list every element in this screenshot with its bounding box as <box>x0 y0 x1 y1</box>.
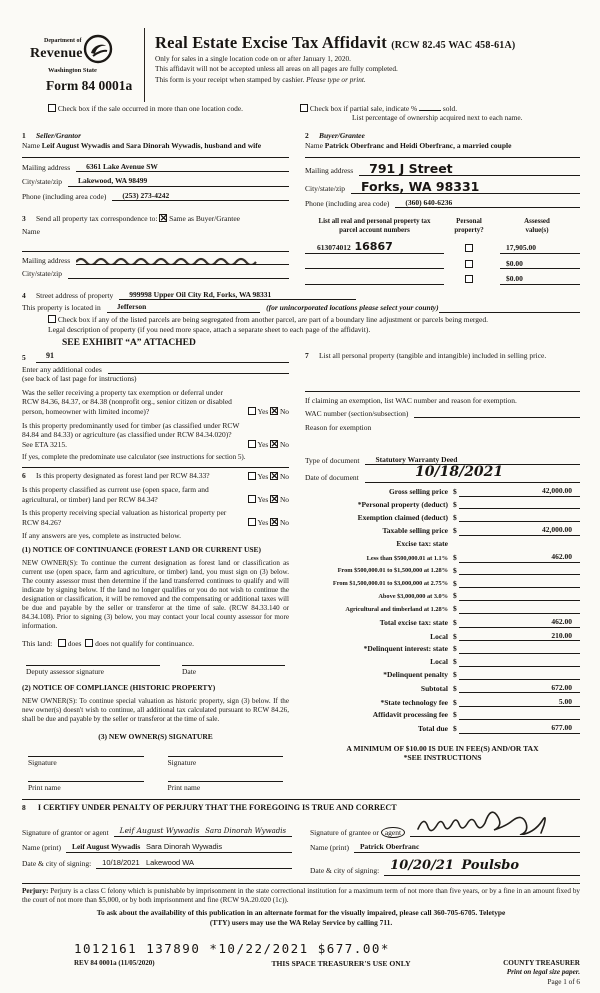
taxable-selling-price-field[interactable]: 42,000.00 <box>459 525 580 536</box>
exemption-claimed-label: Exemption claimed (deduct) <box>357 512 448 522</box>
rate-3-field[interactable] <box>459 579 580 588</box>
multiple-location-checkbox[interactable] <box>48 104 56 112</box>
grantee-date-field[interactable] <box>384 858 580 876</box>
parcel-number-field-3[interactable] <box>305 275 444 285</box>
rate-2-label: From $500,000.01 to $1,500,000 at 1.28% <box>337 567 448 575</box>
seller-section: 1 Seller/Grantor Name Leif August Wywadis and Sara Dinorah Wywadis, husband and wife Mailing address 6361 Lake Avenue SW City/state/zip Lakewood, WA 98499 Phone (including area code) (253) 273-4242 <box>22 131 289 208</box>
s6-q2-no-checkbox[interactable] <box>270 495 278 503</box>
rate-2-field[interactable] <box>459 566 580 575</box>
parcel-row-3 <box>305 274 580 285</box>
rev-form-number: REV 84 0001a (11/05/2020) <box>74 959 155 968</box>
total-excise-local-label: Local <box>430 631 448 641</box>
s6-note: If any answers are yes, complete as instructed below. <box>22 531 182 541</box>
s6-q3-yes-checkbox[interactable] <box>248 518 256 526</box>
rate-5-field[interactable] <box>459 605 580 614</box>
buyer-phone-field[interactable]: (360) 640-6236 <box>395 198 580 209</box>
wac-number-field[interactable] <box>414 409 580 418</box>
buyer-section: 2 Buyer/Grantee Name Patrick Oberfranc and Heidi Oberfranc, a married couple Mailing address 791 J Street City/state/zip Forks, WA 98331 Phone (including area code) (360) 640-6236 <box>305 131 580 208</box>
state-technology-fee-label: *State technology fee <box>380 697 448 707</box>
buyer-name-field[interactable]: Name Patrick Oberfranc and Heidi Oberfranc, a married couple <box>305 141 580 158</box>
perjury-body: Perjury is a class C felony which is punishable by imprisonment in the state correctional institution for a maximum term of not more than five years, or by a fine in an amount fixed by the court of not more than $5,000, or by both imprisonment and fine (RCW 9A.20.020 (1c)). <box>22 886 581 904</box>
additional-codes-field[interactable] <box>108 365 289 374</box>
s6-q2-text: Is this property classified as current use (open space, farm and agricultural, or timber) land per RCW 84.34? <box>22 485 209 504</box>
partial-sale-percent-field[interactable] <box>419 104 441 111</box>
deputy-assessor-signature-label: Deputy assessor signature <box>26 666 104 676</box>
see-back-note: (see back of last page for instructions) <box>22 374 137 384</box>
affidavit-processing-fee-field[interactable] <box>459 711 580 720</box>
located-in-field[interactable]: Jefferson <box>107 302 260 313</box>
correspondence-section: 3 Send all property tax correspondence to: ✕ Same as Buyer/Grantee Name Mailing address City/state/zip <box>22 214 289 284</box>
legal-description-value: SEE EXHIBIT “A” ATTACHED <box>62 338 196 349</box>
header-note-2: This affidavit will not be accepted unless all areas on all pages are fully completed. <box>155 64 398 74</box>
new-owner-printname-field-1[interactable] <box>28 781 144 782</box>
date-of-document-label: Date of document <box>305 473 359 483</box>
grantor-signature-label: Signature of grantor or agent <box>22 827 109 837</box>
notice-continuance-body: NEW OWNER(S): To continue the current designation as forest land or classification as current use (open space, farm and agriculture, or timber) land, you must sign on (3) below. The county assessor must then determine if the land transferred continues to qualify and will indicate by signing below. If the land no longer qualifies or you do not wish to continue the designation or classification, it will be removed and the compensating or additional taxes will be due and payable by the seller or transferor at the time of sale. (RCW 84.33.140 or 84.34.108). Prior to signing (3) below, you may contact your local county assessor for more information. <box>22 558 289 631</box>
tax-code-field[interactable]: 91 <box>36 351 289 362</box>
certify-section: 8 I CERTIFY UNDER PENALTY OF PERJURY THAT THE FOREGOING IS TRUE AND CORRECT <box>22 802 397 812</box>
form-number: Form 84 0001a <box>46 77 133 93</box>
notice-continuance-title: (1) NOTICE OF CONTINUANCE (FOREST LAND OR CURRENT USE) <box>22 544 262 554</box>
deputy-assessor-signature-field[interactable] <box>26 665 160 666</box>
s5-q1-text: Was the seller receiving a property tax exemption or deferral under RCW 84.36, 84.37, or 84.38 (nonprofit org., senior citizen or disabled person, homeowner with limited income)? <box>22 387 232 416</box>
buyer-city-field[interactable]: Forks, WA 98331 <box>351 180 580 194</box>
buyer-phone-label: Phone (including area code) <box>305 198 390 208</box>
minimum-due-note: A MINIMUM OF $10.00 IS DUE IN FEE(S) AND/OR TAX <box>346 743 539 753</box>
rate-1-label: Less than $500,000.01 at 1.1% <box>366 554 448 562</box>
parcel-table: List all real and personal property tax parcel account numbers Personal property? Assessed value(s) 613074012 16867 17,905.00 $0.00 $0.00 <box>305 214 580 284</box>
grantee-printname-label: Name (print) <box>310 843 349 853</box>
new-owner-signature-title: (3) NEW OWNER(S) SIGNATURE <box>98 732 213 742</box>
seller-heading: Seller/Grantor <box>36 130 82 140</box>
correspondence-mailing-field[interactable] <box>76 257 289 265</box>
s6-q1-yes-checkbox[interactable] <box>248 472 256 480</box>
redaction-scribble <box>76 257 266 265</box>
type-of-document-label: Type of document <box>305 455 360 465</box>
correspondence-city-field[interactable] <box>68 270 289 279</box>
affidavit-processing-fee-label: Affidavit processing fee <box>372 710 448 720</box>
grantor-printname-field[interactable]: Leif August Wywadis Sara Dinorah Wywadis <box>66 842 292 853</box>
legal-description-label: Legal description of property (if you need more space, attach a separate sheet to each page of the affidavit). <box>48 324 371 334</box>
s5-q1-no-checkbox[interactable] <box>270 407 278 415</box>
buyer-heading: Buyer/Grantee <box>319 130 365 140</box>
total-due-field[interactable]: 677.00 <box>459 723 580 734</box>
wac-number-label: WAC number (section/subsection) <box>305 408 409 418</box>
s5-q1-yes-checkbox[interactable] <box>248 407 256 415</box>
partial-sale-checkbox[interactable] <box>300 104 308 112</box>
affidavit-page: Department of Revenue Washington State Form 84 0001a Real Estate Excise Tax Affidavit (RCW 82.45 WAC 458-61A) Only for sales in a single location code on or after January 1, 2020. This affidavit will not be accepted unless all areas on all pages are fully completed. This form is your receipt when stamped by cashier. Please type or print. Check box if the sale occurred in more than one location code. Check box if partial sale, indicate % sold. List percentage of ownership acquired next to each name. 1 Seller/Grantor Name Leif August Wywadis and Sara Dinorah Wywadis, husband and wife Mailing address 6361 Lake Avenue SW City/state/zip Lakewood, WA 98499 Phone (including area code) (253) 273-4242 2 Buyer/Grantee Name Patrick Oberfranc and Heidi Oberfranc, a married couple Mailing address 791 J Street City/state/zip Forks, WA 98331 Phone (including area code) (360) 640-6236 3 Send all property tax correspondence to: ✕ Same as Buyer/Grantee Name Mailing address City/state/zip List all real and personal property tax parcel account numbers Personal property? Assessed value(s) 613074012 16867 17,905.00 $0.00 $0.00 4 Street address of property 999998 Upper Oil City Rd, Forks, WA 98331 This property is located in Jefferson (for unincorporated locations please select your county) Check box if any of the listed parcels are being segregated from another parcel, are part of a boundary line adjustment or parcels being merged. Legal description of property (if you need more space, attach a separate sheet to each page of the affidavit). SEE EXHIBIT “A” ATTACHED 5 91 Enter any additional codes (see back of last page for instructions) Was the seller receiving a property tax exemption or deferral under RCW 84.36, 84.37, or 84.38 (nonprofit org., senior citizen or disabled person, homeowner with limited income)? Yes ✕ No Is this property predominantly used for timber (as classified under RCW 84.84 and 84.33) or agriculture (as classified under RCW 84.34.020)? See ETA 3215. Yes ✕ No If yes, complete the predominate use calculator (see instructions for section 5). 6 Is this property designated as forest land per RCW 84.33? Yes ✕ No Is this property classified as current use (open space, farm and agricultural, or timber) land per RCW 84.34? Yes ✕ No Is this property receiving special valuation as historical property per RCW 84.26? Yes ✕ No If any answers are yes, complete as instructed below. (1) NOTICE OF CONTINUANCE (FOREST LAND OR CURRENT USE) NEW OWNER(S): To continue the current designation as forest land or classification as current use (open space, farm and agriculture, or timber) land, you must sign on (3) below. The county assessor must then determine if the land transferred continues to qualify and will indicate by signing below. If the land no longer qualifies or you do not wish to continue the designation or classification, it will be removed and the compensating or additional taxes will be due and payable by the seller or transferor at the time of sale. (RCW 84.33.140 or 84.34.108). Prior to signing (3) below, you may contact your local county assessor for more information. This land: does does not qualify for continuance. Deputy assessor signature Date (2) NOTICE OF COMPLIANCE (HISTORIC PROPERTY) NEW OWNER(S): To continue special valuation as historic property, sign (3) below. If the new owner(s) doesn't wish to continue, all additional tax calculated pursuant to RCW 84.26, shall be due and payable by the seller or transferor at the time of sale. (3) NEW OWNER(S) SIGNATURE Signature Signature Print name Print name 7 List all personal property (tangible and intangible) included in selling price. If claiming an exemption, list WAC number and reason for exemption. WAC number (section/subsection) Reason for exemption Type of document Statutory Warranty Deed Date of document 10/18/2021 Gross selling price $ 42,000.00 *Personal property (deduct) $ Exemption claimed (deduct) $ Taxable selling price $ 42,000.00 Excise tax: state Less than $500,000.01 at 1.1% $ 462.00 From $500,000.01 to $1,500,000 at 1.28% $ From $1,500,000.01 to $3,000,000 at 2.75% $ Above $3,000,000 at 3.0% $ Agricultural and timberland at 1.28% $ Total excise tax: state $ 462.00 Local $ 210.00 *Delinquent interest: state $ Local $ *Delinquent penalty $ Subtotal $ 672.00 *State technology fee $ 5.00 Affidavit processing fee $ Total due $ 677.00 A MINIMUM OF $10.00 IS DUE IN FEE(S) AND/OR TAX *SEE INSTRUCTIONS 8 I CERTIFY UNDER PENALTY OF PERJURY THAT THE FOREGOING IS TRUE AND CORRECT Signature of grantor or agent Leif August Wywadis Sara Dinorah Wywadis Name (print) Leif August Wywadis Sara Dinorah Wywadis Date & city of signing: 10/18/2021 Lakewood WA Signature of grantee or agent Name (print) Patrick Oberfranc Date & city of signing: 10/20/21 Poulsbo Perjury: Perjury is a class C felony which is punishable by imprisonment in the state correctional institution for a maximum term of not more than five years, or by a fine in an amount fixed by the court of not more than $5,000, or by both imprisonment and fine (RCW 9A.20.020 (1c)). To ask about the availability of this publication in an alternate format for the visually impaired, please call 360-705-6705. Teletype (TTY) users may use the WA Relay Service by calling 711. 1012161 137890 *10/22/2021 $677.00* REV 84 0001a (11/05/2020) THIS SPACE TREASURER'S USE ONLY COUNTY TREASURER Print on legal size paper. Page 1 of 6 <box>0 0 600 993</box>
dept-of-label: Department of <box>44 37 82 44</box>
seller-city-field[interactable]: Lakewood, WA 98499 <box>68 176 289 187</box>
notice-compliance-title: (2) NOTICE OF COMPLIANCE (HISTORIC PROPERTY) <box>22 683 216 693</box>
correspondence-name-field[interactable] <box>22 243 289 252</box>
personal-property-list-field[interactable] <box>305 361 580 391</box>
this-land-label: This land: <box>22 639 53 649</box>
parcel-row-1 <box>305 241 580 254</box>
grantee-signature-label: Signature of grantee or agent <box>310 828 410 838</box>
exemption-claimed-field[interactable] <box>459 513 580 522</box>
rate-3-label: From $1,500,000.01 to $3,000,000 at 2.75% <box>332 580 448 588</box>
rate-1-field[interactable]: 462.00 <box>459 552 580 563</box>
land-does-checkbox[interactable] <box>58 639 66 647</box>
header-note-1: Only for sales in a single location code on or after January 1, 2020. <box>155 54 351 64</box>
dor-swirl-icon <box>83 34 113 67</box>
seller-mailing-label: Mailing address <box>22 162 71 172</box>
grantee-signature-field[interactable] <box>410 821 580 837</box>
buyer-city-label: City/state/zip <box>305 184 345 194</box>
multiple-location-label: Check box if the sale occurred in more than one location code. <box>57 104 243 113</box>
additional-codes-label: Enter any additional codes <box>22 364 102 374</box>
exemption-note: If claiming an exemption, list WAC number and reason for exemption. <box>305 395 517 405</box>
new-owner-signature-field-2[interactable] <box>168 756 284 757</box>
personal-property-deduct-field[interactable] <box>459 500 580 509</box>
treasurer-stamp: 1012161 137890 *10/22/2021 $677.00* <box>74 941 390 957</box>
alternate-format-note-1: To ask about the availability of this publication in an alternate format for the visually impaired, please call 360-705-6705. Teletype <box>96 908 506 918</box>
state-technology-fee-field[interactable]: 5.00 <box>459 697 580 708</box>
s6-q1-text: Is this property designated as forest land per RCW 84.33? <box>36 471 210 481</box>
located-in-note: (for unincorporated locations please select your county) <box>266 303 439 313</box>
see-instructions-note: *SEE INSTRUCTIONS <box>403 753 482 763</box>
deputy-date-label: Date <box>181 666 197 676</box>
header <box>22 26 580 102</box>
buyer-name-value: Patrick Oberfranc and Heidi Oberfranc, a married couple <box>324 140 512 150</box>
gross-selling-price-field[interactable]: 42,000.00 <box>459 486 580 497</box>
personal-property-list-label: List all personal property (tangible and intangible) included in selling price. <box>319 351 547 361</box>
ownership-percent-note: List percentage of ownership acquired next to each name. <box>352 113 523 123</box>
street-address-label: Street address of property <box>36 290 114 300</box>
treasurer-space-label: THIS SPACE TREASURER'S USE ONLY <box>271 959 411 969</box>
washington-state-label: Washington State <box>48 66 97 74</box>
revenue-label: Revenue <box>30 46 83 62</box>
buyer-mailing-field[interactable]: 791 J Street <box>359 162 580 176</box>
total-due-label: Total due <box>418 724 448 734</box>
excise-tax-state-header: Excise tax: state <box>396 539 448 549</box>
seller-name-value: Leif August Wywadis and Sara Dinorah Wywadis, husband and wife <box>41 140 262 150</box>
new-owner-printname-field-2[interactable] <box>168 781 284 782</box>
grantee-date-handwriting: 10/20/21 <box>390 858 454 874</box>
county-treasurer-label: COUNTY TREASURER <box>503 959 580 968</box>
seller-phone-field[interactable]: (253) 273-4242 <box>112 191 289 202</box>
personal-property-deduct-label: *Personal property (deduct) <box>357 499 448 509</box>
rate-5-label: Agricultural and timberland at 1.28% <box>345 605 448 613</box>
certify-title: I CERTIFY UNDER PENALTY OF PERJURY THAT THE FOREGOING IS TRUE AND CORRECT <box>37 802 397 812</box>
partial-sale-label: Check box if partial sale, indicate % sold. <box>309 104 458 113</box>
date-of-document-handwriting: 10/18/2021 <box>415 464 504 481</box>
taxable-selling-price-label: Taxable selling price <box>382 526 448 536</box>
street-address-field[interactable]: 999998 Upper Oil City Rd, Forks, WA 98331 <box>119 290 355 301</box>
header-note-3: This form is your receipt when stamped by cashier. Please type or print. <box>155 74 366 84</box>
seller-name-field[interactable]: Name Leif August Wywadis and Sara Dinorah Wywadis, husband and wife <box>22 141 289 158</box>
form-title-rcw: (RCW 82.45 WAC 458-61A) <box>391 40 516 51</box>
form-title: Real Estate Excise Tax Affidavit (RCW 82.45 WAC 458-61A) <box>155 33 516 52</box>
delinquent-interest-local-label: Local <box>430 657 448 667</box>
parcel-number-field-2[interactable] <box>305 259 444 269</box>
grantee-printname-field[interactable]: Patrick Oberfranc <box>354 842 580 853</box>
parcel-row-2 <box>305 259 580 270</box>
notice-compliance-body: NEW OWNER(S): To continue special valuation as historic property, sign (3) below. If the new owner(s) doesn't wish to continue, all additional tax calculated pursuant to RCW 84.26, shall be due and payable by the seller or transferor at the time of sale. <box>22 696 289 724</box>
s6-q1-no-checkbox[interactable] <box>270 472 278 480</box>
correspondence-city-label: City/state/zip <box>22 269 62 279</box>
segregated-label: Check box if any of the listed parcels are being segregated from another parcel, are part of a boundary line adjustment or parcels being merged. <box>57 315 488 324</box>
s5-q2-yes-checkbox[interactable] <box>248 440 256 448</box>
seller-mailing-field[interactable]: 6361 Lake Avenue SW <box>76 162 289 173</box>
buyer-mailing-label: Mailing address <box>305 166 354 176</box>
grantor-printname-label: Name (print) <box>22 843 61 853</box>
grantor-signature-handwriting-1: Leif August Wywadis <box>119 826 200 836</box>
parcel-number-hand-1: 16867 <box>354 240 393 254</box>
delinquent-interest-local-field[interactable] <box>459 658 580 667</box>
page-number: Page 1 of 6 <box>547 977 580 986</box>
assessed-value-field-1[interactable]: 17,905.00 <box>500 243 580 254</box>
grantee-city-handwriting: Poulsbo <box>461 858 520 874</box>
perjury-label: Perjury: <box>22 886 49 895</box>
s6-q2-yes-checkbox[interactable] <box>248 495 256 503</box>
total-excise-state-field[interactable]: 462.00 <box>459 617 580 628</box>
correspondence-name-label: Name <box>22 226 40 236</box>
rate-4-field[interactable] <box>459 592 580 601</box>
grantee-signature-scribble <box>414 807 564 835</box>
s6-q3-no-checkbox[interactable] <box>270 518 278 526</box>
assessed-value-field-3[interactable]: $0.00 <box>500 274 580 285</box>
personal-property-checkbox-1[interactable] <box>465 244 473 252</box>
deputy-date-field[interactable] <box>182 665 285 666</box>
land-does-not-checkbox[interactable] <box>85 639 93 647</box>
correspondence-mailing-label: Mailing address <box>22 255 71 265</box>
reason-exemption-field[interactable] <box>305 433 580 455</box>
reason-exemption-label: Reason for exemption <box>305 423 372 433</box>
s5-note: If yes, complete the predominate use calculator (see instructions for section 5). <box>22 453 246 462</box>
agent-circled: agent <box>381 827 405 838</box>
total-excise-local-field[interactable]: 210.00 <box>459 631 580 642</box>
delinquent-penalty-field[interactable] <box>459 671 580 680</box>
personal-property-checkbox-2[interactable] <box>465 260 473 268</box>
grantor-date-field[interactable]: 10/18/2021 Lakewood WA <box>96 858 292 869</box>
gross-selling-price-label: Gross selling price <box>388 487 448 497</box>
grantor-signature-handwriting-2: Sara Dinorah Wywadis <box>205 827 287 836</box>
new-owner-signature-field-1[interactable] <box>28 756 144 757</box>
subtotal-field[interactable]: 672.00 <box>459 683 580 694</box>
delinquent-interest-state-field[interactable] <box>459 645 580 654</box>
segregated-checkbox[interactable] <box>48 315 56 323</box>
delinquent-interest-state-label: *Delinquent interest: state <box>363 644 448 654</box>
delinquent-penalty-label: *Delinquent penalty <box>383 670 448 680</box>
grantee-date-label: Date & city of signing: <box>310 866 380 876</box>
seller-phone-label: Phone (including area code) <box>22 191 107 201</box>
located-in-label: This property is located in <box>22 303 101 313</box>
subtotal-label: Subtotal <box>420 683 448 693</box>
personal-property-checkbox-3[interactable] <box>465 275 473 283</box>
print-legal-note: Print on legal size paper. <box>506 968 580 977</box>
grantor-date-label: Date & city of signing: <box>22 859 92 869</box>
assessed-value-field-2[interactable]: $0.00 <box>500 259 580 270</box>
total-excise-state-label: Total excise tax: state <box>379 617 448 627</box>
type-of-document-field[interactable]: Statutory Warranty Deed <box>365 455 580 466</box>
correspondence-label: Send all property tax correspondence to: <box>36 214 158 224</box>
property-section: 4 Street address of property 999998 Upper Oil City Rd, Forks, WA 98331 This property is located in Jefferson (for unincorporated locations please select your county) Check box if any of the listed parcels are being segregated from another parcel, are part of a boundary line adjustment or parcels being merged. Legal description of property (if you need more space, attach a separate sheet to each page of the affidavit). SEE EXHIBIT “A” ATTACHED <box>22 290 580 350</box>
s5-q2-no-checkbox[interactable] <box>270 440 278 448</box>
s6-q3-text: Is this property receiving special valuation as historical property per RCW 84.26? <box>22 508 227 527</box>
parcel-number-field-1[interactable]: 613074012 16867 <box>305 241 444 254</box>
grantor-signature-field[interactable] <box>114 826 292 837</box>
s5-q2-text: Is this property predominantly used for timber (as classified under RCW 84.84 and 84.33) or agriculture (as classified under RCW 84.34.020)? See ETA 3215. <box>22 420 240 449</box>
alternate-format-note-2: (TTY) users may use the WA Relay Service by calling 711. <box>209 917 393 927</box>
header-divider <box>144 28 145 102</box>
dor-logo <box>30 34 134 67</box>
rate-4-label: Above $3,000,000 at 3.0% <box>378 592 448 600</box>
same-as-buyer-label: Same as Buyer/Grantee <box>169 214 240 224</box>
seller-city-label: City/state/zip <box>22 177 62 187</box>
same-as-buyer-checkbox[interactable] <box>159 214 167 222</box>
